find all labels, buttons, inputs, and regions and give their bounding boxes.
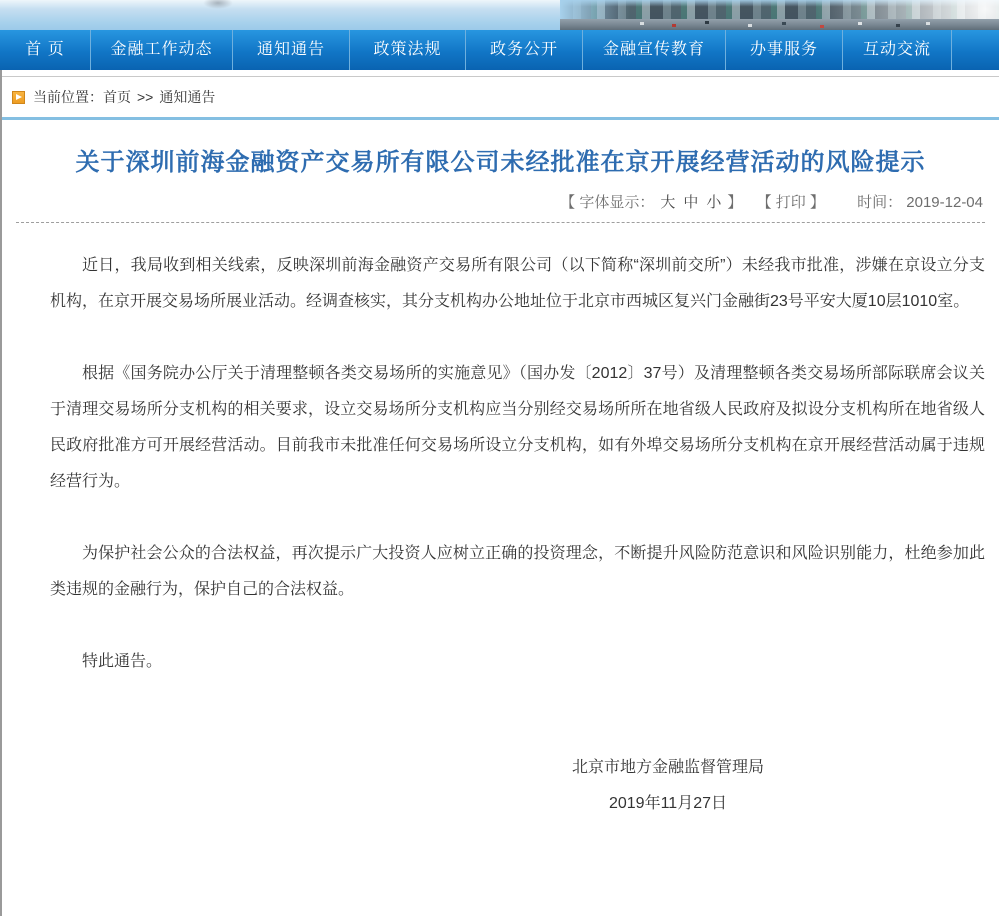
- signature-block: [508, 750, 828, 822]
- breadcrumb: [2, 76, 999, 117]
- paragraph: 为保护社会公众的合法权益，再次提示广大投资人应树立正确的投资理念，不断提升风险防范意识和风险识别能力，杜绝参加此类违规的金融行为，保护自己的合法权益。: [50, 545, 985, 598]
- time-label: 时间：: [857, 194, 903, 211]
- banner-smudge: [203, 0, 233, 9]
- font-size-option[interactable]: 中: [683, 194, 699, 211]
- nav-item[interactable]: 办事服务: [726, 30, 843, 70]
- breadcrumb-home-link[interactable]: 首页: [103, 89, 131, 105]
- nav-item[interactable]: 金融工作动态: [91, 30, 233, 70]
- font-size-option[interactable]: 大: [660, 194, 676, 211]
- article-body: [50, 248, 985, 680]
- font-size-option[interactable]: 小: [706, 194, 722, 211]
- breadcrumb-current-link[interactable]: 通知通告: [159, 89, 216, 105]
- paragraph: 根据《国务院办公厅关于清理整顿各类交易场所的实施意见》（国办发〔2012〕37号）及清理整顿各类交易场所部际联席会议关于清理交易场所分支机构的相关要求，设立交易场所分支机构应当分别经交易场所所在地省级人民政府及拟设分支机构所在地省级人民政府批准方可开展经营活动。目前我市未批准任何交易场所设立分支机构，如有外埠交易场所分支机构在京开展经营活动属于违规经营行为。: [50, 365, 985, 490]
- nav-item[interactable]: 通知通告: [233, 30, 350, 70]
- city-road: [560, 19, 999, 30]
- nav-item[interactable]: 政务公开: [466, 30, 583, 70]
- breadcrumb-label: 当前位置：: [33, 89, 103, 105]
- main-nav: [0, 30, 999, 70]
- publish-date: 2019-12-04: [906, 194, 983, 211]
- article-title: 关于深圳前海金融资产交易所有限公司未经批准在京开展经营活动的风险提示: [75, 149, 926, 176]
- nav-item[interactable]: 政策法规: [350, 30, 466, 70]
- breadcrumb-separator: >>: [137, 89, 154, 105]
- signature-date: 2019年11月27日: [608, 795, 727, 812]
- city-cars: [0, 0, 4, 3]
- nav-item[interactable]: 金融宣传教育: [583, 30, 726, 70]
- page-body: [0, 70, 999, 916]
- breadcrumb-rule: [2, 117, 999, 120]
- article-meta: [16, 192, 985, 214]
- font-display-label: 【 字体显示：: [560, 194, 655, 211]
- nav-item[interactable]: 互动交流: [843, 30, 952, 70]
- breadcrumb-arrow-icon: [12, 91, 25, 104]
- signature-agency: 北京市地方金融监督管理局: [571, 759, 764, 776]
- article: [2, 146, 999, 881]
- font-display-label-end: 】: [727, 194, 743, 211]
- print-button[interactable]: 【 打印 】: [756, 194, 825, 211]
- publish-time: [857, 194, 983, 211]
- site-banner: [0, 0, 999, 30]
- paragraph: 近日，我局收到相关线索，反映深圳前海金融资产交易所有限公司（以下简称“深圳前交所”）未经我市批准，涉嫌在京设立分支机构，在京开展交易场所展业活动。经调查核实，其分支机构办公地址位于北京市西城区复兴门金融街23号平安大厦10层1010室。: [50, 257, 985, 310]
- font-size-options: [656, 194, 725, 211]
- nav-item[interactable]: 首 页: [0, 30, 91, 70]
- paragraph: 特此通告。: [82, 653, 163, 670]
- dashed-separator: [16, 222, 985, 223]
